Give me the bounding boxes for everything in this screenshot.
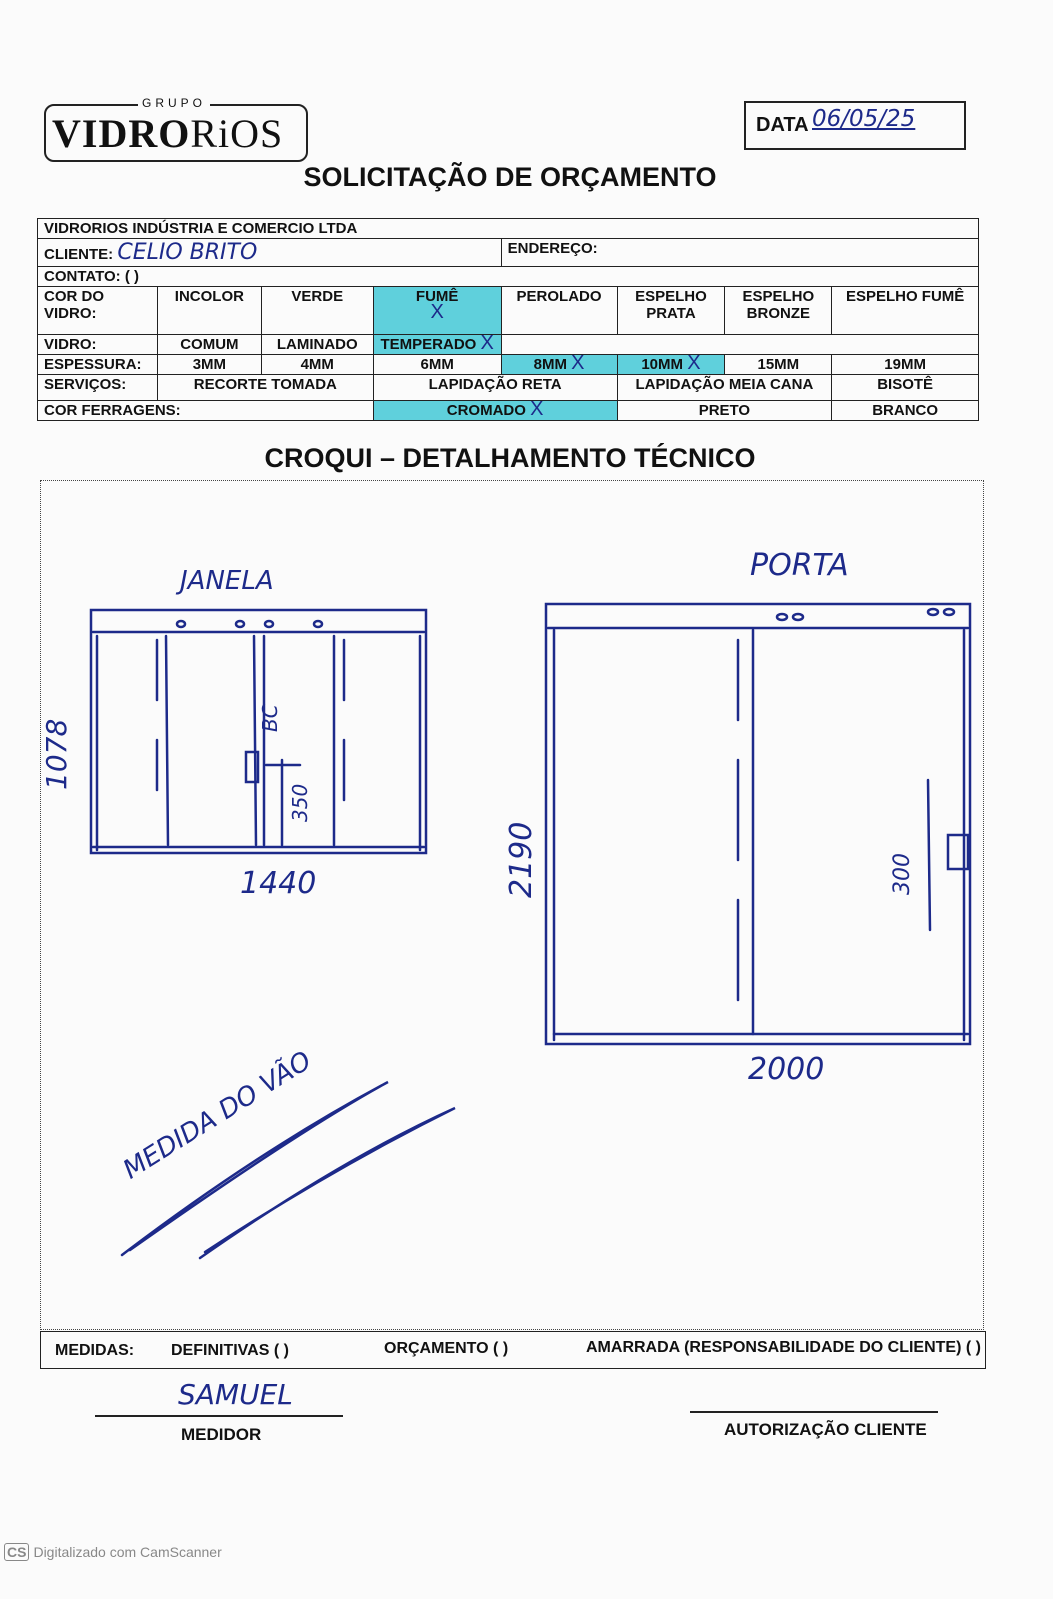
services-label: SERVIÇOS: [38, 375, 158, 401]
check-mark: X [571, 352, 585, 374]
check-mark: X [687, 352, 701, 374]
glass-color-label: COR DO VIDRO: [38, 287, 158, 335]
option-15mm[interactable]: 15MM [725, 355, 832, 375]
logo-group-label: GRUPO [138, 96, 210, 110]
camscanner-icon: CS [4, 1543, 29, 1561]
logo-brand-bold: VIDRO [52, 111, 191, 156]
option-fume-label: FUMÊ [415, 288, 459, 305]
page-title: SOLICITAÇÃO DE ORÇAMENTO [303, 162, 717, 192]
option-perolado[interactable]: PEROLADO [501, 287, 617, 335]
window-height: 1078 [40, 718, 73, 790]
option-preto[interactable]: PRETO [617, 401, 832, 421]
service-lapidacao-meia-cana[interactable]: LAPIDAÇÃO MEIA CANA [617, 375, 832, 401]
measurer-signature: SAMUEL [178, 1378, 293, 1411]
option-6mm[interactable]: 6MM [373, 355, 501, 375]
window-handle-label: BC [258, 704, 282, 732]
window-handle-height: 350 [288, 783, 312, 822]
option-temperado-label: TEMPERADO [380, 336, 477, 353]
measurer-signature-line [95, 1415, 343, 1417]
window-label: JANELA [180, 566, 274, 596]
option-espelho-prata[interactable]: ESPELHO PRATA [617, 287, 725, 335]
door-height: 2190 [504, 821, 539, 898]
option-4mm[interactable]: 4MM [261, 355, 373, 375]
thickness-label: ESPESSURA: [38, 355, 158, 375]
option-8mm-label: 8MM [533, 356, 567, 373]
croqui-title: CROQUI – DETALHAMENTO TÉCNICO [264, 443, 756, 473]
option-espelho-fume[interactable]: ESPELHO FUMÊ [832, 287, 979, 335]
option-laminado[interactable]: LAMINADO [261, 335, 373, 355]
company-name: VIDRORIOS INDÚSTRIA E COMERCIO LTDA [38, 219, 979, 239]
scanner-footer [4, 1543, 222, 1561]
measures-tied[interactable]: AMARRADA (RESPONSABILIDADE DO CLIENTE) ( ) [586, 1339, 981, 1356]
option-19mm[interactable]: 19MM [832, 355, 979, 375]
client-value: CELIO BRITO [117, 240, 258, 265]
client-authorization-label: AUTORIZAÇÃO CLIENTE [724, 1420, 927, 1439]
address-label: ENDEREÇO: [507, 240, 598, 257]
service-lapidacao-reta[interactable]: LAPIDAÇÃO RETA [373, 375, 617, 401]
logo-brand-light: RiOS [190, 111, 284, 156]
measures-label: MEDIDAS: [55, 1342, 135, 1359]
service-bisote[interactable]: BISOTÊ [832, 375, 979, 401]
option-espelho-bronze[interactable]: ESPELHO BRONZE [725, 287, 832, 335]
door-drawing [546, 604, 970, 1044]
door-handle-height: 300 [890, 853, 915, 895]
hardware-color-label: COR FERRAGENS: [38, 401, 374, 421]
date-value: 06/05/25 [812, 106, 916, 132]
date-label: DATA [756, 114, 809, 136]
measures-row [40, 1331, 986, 1369]
glass-type-label: VIDRO: [38, 335, 158, 355]
client-label: CLIENTE: [44, 246, 114, 263]
service-recorte-tomada[interactable]: RECORTE TOMADA [157, 375, 373, 401]
footer-text: Digitalizado com CamScanner [33, 1544, 222, 1560]
option-comum[interactable]: COMUM [157, 335, 261, 355]
check-mark: X [530, 398, 544, 420]
measurer-label: MEDIDOR [181, 1425, 262, 1444]
contact-field[interactable]: CONTATO: ( ) [38, 267, 979, 287]
option-branco[interactable]: BRANCO [832, 401, 979, 421]
window-width: 1440 [240, 866, 317, 901]
note-strokes [122, 1082, 455, 1258]
check-mark: X [480, 332, 494, 354]
measures-definitive[interactable]: DEFINITIVAS ( ) [171, 1342, 289, 1359]
client-signature-line [690, 1411, 938, 1413]
measures-budget[interactable]: ORÇAMENTO ( ) [384, 1340, 509, 1357]
check-mark: X [430, 301, 444, 323]
option-10mm-label: 10MM [641, 356, 684, 373]
option-verde[interactable]: VERDE [261, 287, 373, 335]
door-label: PORTA [750, 548, 849, 583]
option-cromado-label: CROMADO [446, 402, 526, 419]
option-incolor[interactable]: INCOLOR [157, 287, 261, 335]
door-width: 2000 [748, 1052, 825, 1087]
option-3mm[interactable]: 3MM [157, 355, 261, 375]
opening-measure-note: MEDIDA DO VÃO [118, 1045, 317, 1186]
